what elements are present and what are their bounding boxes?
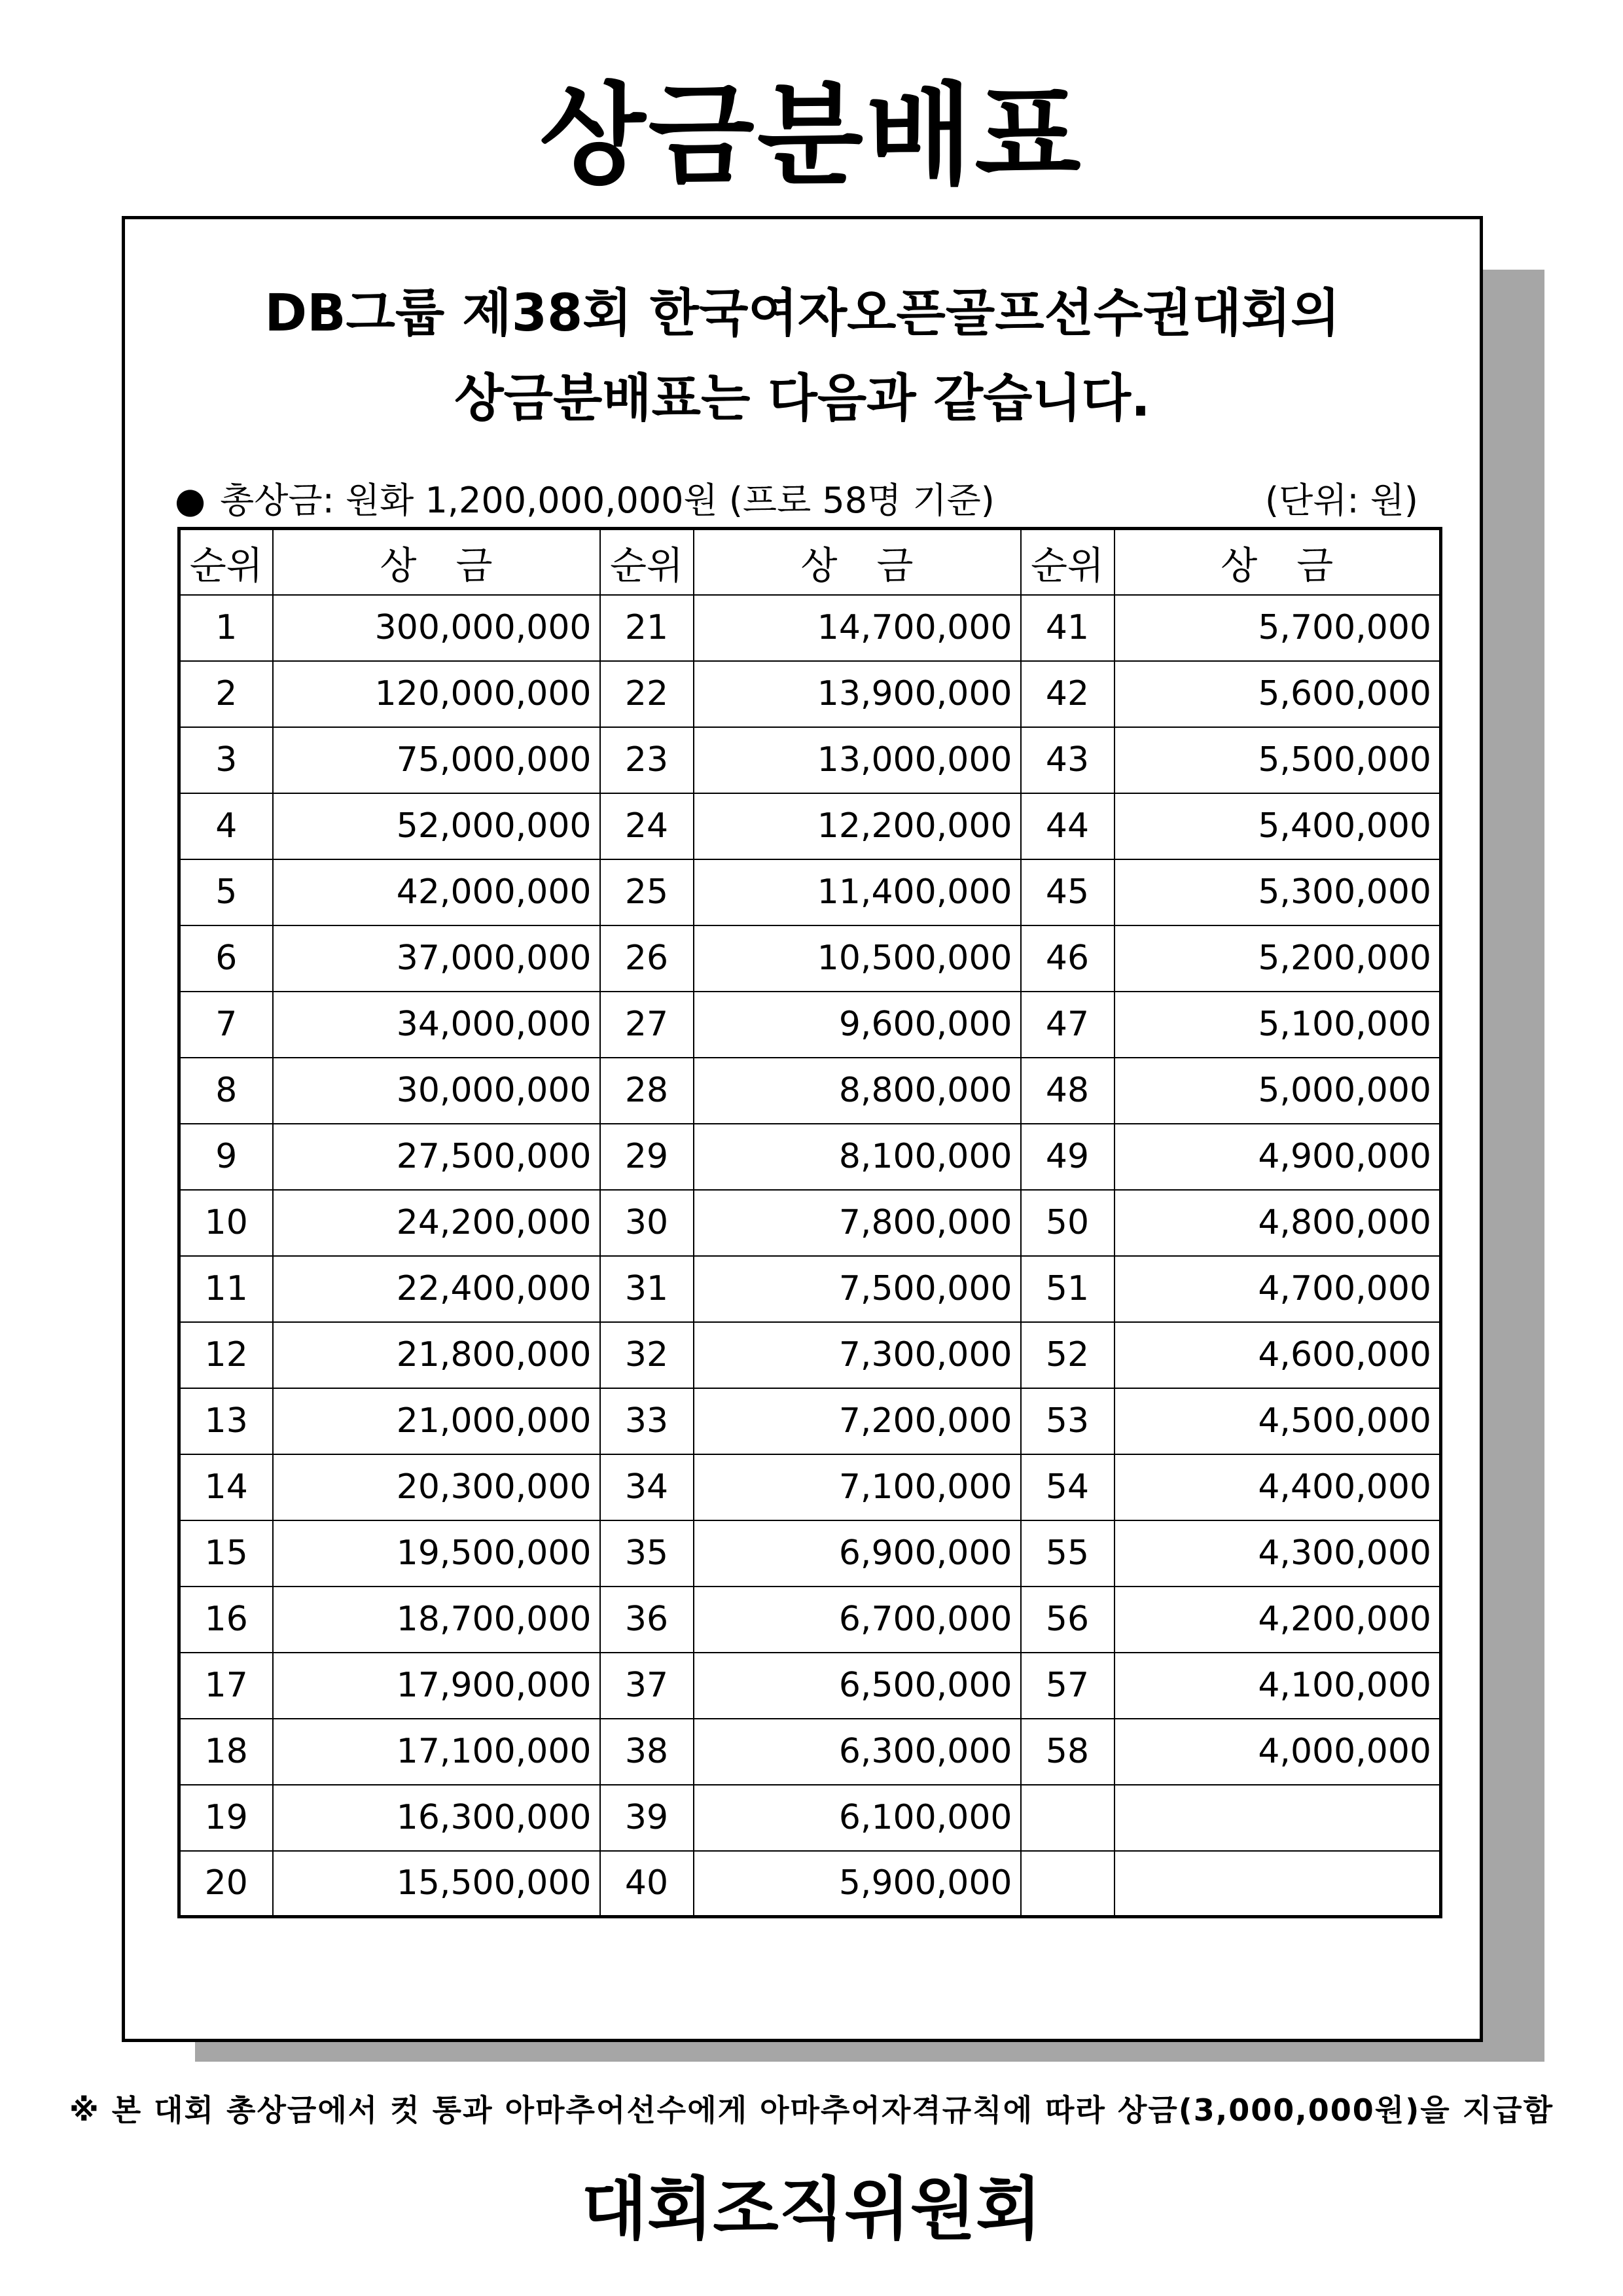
rank-cell: 37 — [600, 1653, 694, 1719]
rank-cell: 21 — [600, 595, 694, 661]
table-row — [179, 727, 1441, 793]
rank-cell: 39 — [600, 1785, 694, 1851]
rank-cell: 3 — [179, 727, 273, 793]
rank-cell: 27 — [600, 992, 694, 1058]
table-row — [179, 1322, 1441, 1388]
amount-cell — [1115, 1785, 1441, 1851]
amount-cell: 4,900,000 — [1115, 1124, 1441, 1190]
rank-cell: 7 — [179, 992, 273, 1058]
amount-cell: 7,200,000 — [694, 1388, 1021, 1454]
rank-cell — [1021, 1851, 1115, 1917]
amount-cell: 10,500,000 — [694, 925, 1021, 992]
rank-cell: 18 — [179, 1719, 273, 1785]
rank-cell: 48 — [1021, 1058, 1115, 1124]
rank-cell: 16 — [179, 1587, 273, 1653]
rank-cell: 5 — [179, 859, 273, 925]
rank-cell: 41 — [1021, 595, 1115, 661]
amount-cell: 4,000,000 — [1115, 1719, 1441, 1785]
amount-cell: 18,700,000 — [273, 1587, 600, 1653]
prize-table-body — [179, 595, 1441, 1917]
amount-cell: 4,100,000 — [1115, 1653, 1441, 1719]
rank-cell: 13 — [179, 1388, 273, 1454]
amount-cell: 42,000,000 — [273, 859, 600, 925]
amount-cell: 300,000,000 — [273, 595, 600, 661]
amount-cell: 4,200,000 — [1115, 1587, 1441, 1653]
amount-cell: 12,200,000 — [694, 793, 1021, 859]
rank-cell: 43 — [1021, 727, 1115, 793]
rank-cell: 30 — [600, 1190, 694, 1256]
table-row — [179, 661, 1441, 727]
amount-cell: 9,600,000 — [694, 992, 1021, 1058]
rank-cell: 56 — [1021, 1587, 1115, 1653]
amount-cell: 4,600,000 — [1115, 1322, 1441, 1388]
amount-cell: 22,400,000 — [273, 1256, 600, 1322]
table-row — [179, 992, 1441, 1058]
amount-cell: 5,400,000 — [1115, 793, 1441, 859]
rank-cell: 10 — [179, 1190, 273, 1256]
rank-cell: 22 — [600, 661, 694, 727]
rank-cell: 28 — [600, 1058, 694, 1124]
rank-cell: 6 — [179, 925, 273, 992]
rank-cell: 45 — [1021, 859, 1115, 925]
rank-cell: 1 — [179, 595, 273, 661]
amount-cell: 6,500,000 — [694, 1653, 1021, 1719]
amount-cell: 7,300,000 — [694, 1322, 1021, 1388]
rank-cell: 9 — [179, 1124, 273, 1190]
amount-cell: 4,300,000 — [1115, 1520, 1441, 1587]
rank-cell: 44 — [1021, 793, 1115, 859]
rank-cell: 2 — [179, 661, 273, 727]
rank-cell: 50 — [1021, 1190, 1115, 1256]
table-row — [179, 595, 1441, 661]
amount-cell: 7,100,000 — [694, 1454, 1021, 1520]
rank-cell: 34 — [600, 1454, 694, 1520]
amount-cell: 13,900,000 — [694, 661, 1021, 727]
amount-cell: 7,800,000 — [694, 1190, 1021, 1256]
amount-cell: 52,000,000 — [273, 793, 600, 859]
rank-cell: 24 — [600, 793, 694, 859]
amount-cell: 19,500,000 — [273, 1520, 600, 1587]
amount-cell: 14,700,000 — [694, 595, 1021, 661]
amount-cell: 5,900,000 — [694, 1851, 1021, 1917]
amount-header: 상금 — [694, 529, 1021, 595]
rank-cell: 51 — [1021, 1256, 1115, 1322]
table-row — [179, 1058, 1441, 1124]
amount-cell: 7,500,000 — [694, 1256, 1021, 1322]
rank-cell: 31 — [600, 1256, 694, 1322]
amount-cell: 21,800,000 — [273, 1322, 600, 1388]
total-prize-line — [175, 468, 1418, 533]
table-row — [179, 1719, 1441, 1785]
amount-cell: 6,900,000 — [694, 1520, 1021, 1587]
headline-line-1: DB그룹 제38회 한국여자오픈골프선수권대회의 — [264, 284, 1340, 343]
rank-cell: 15 — [179, 1520, 273, 1587]
total-prize-text: 총상금: 원화 1,200,000,000원 (프로 58명 기준) — [220, 480, 995, 521]
rank-cell: 47 — [1021, 992, 1115, 1058]
rank-cell: 17 — [179, 1653, 273, 1719]
rank-cell: 36 — [600, 1587, 694, 1653]
amount-cell: 4,400,000 — [1115, 1454, 1441, 1520]
amount-cell: 5,200,000 — [1115, 925, 1441, 992]
rank-header: 순위 — [179, 529, 273, 595]
unit-label: (단위: 원) — [1265, 480, 1418, 521]
table-row — [179, 1454, 1441, 1520]
amount-header: 상금 — [273, 529, 600, 595]
amount-cell: 120,000,000 — [273, 661, 600, 727]
amount-cell: 5,000,000 — [1115, 1058, 1441, 1124]
amount-cell: 4,800,000 — [1115, 1190, 1441, 1256]
amount-cell: 34,000,000 — [273, 992, 600, 1058]
rank-cell: 40 — [600, 1851, 694, 1917]
footnote: ※ 본 대회 총상금에서 컷 통과 아마추어선수에게 아마추어자격규칙에 따라 상금(3,000,000원)을 지급함 — [69, 2092, 1554, 2128]
amount-cell: 8,800,000 — [694, 1058, 1021, 1124]
amount-cell: 16,300,000 — [273, 1785, 600, 1851]
prize-table — [177, 527, 1442, 1918]
amount-cell: 5,700,000 — [1115, 595, 1441, 661]
amount-cell: 24,200,000 — [273, 1190, 600, 1256]
rank-cell: 19 — [179, 1785, 273, 1851]
rank-cell: 54 — [1021, 1454, 1115, 1520]
organizer-signature: 대회조직위원회 — [581, 2169, 1042, 2249]
rank-cell: 58 — [1021, 1719, 1115, 1785]
table-header-row — [179, 529, 1441, 595]
amount-cell: 75,000,000 — [273, 727, 600, 793]
amount-cell: 13,000,000 — [694, 727, 1021, 793]
amount-cell: 5,300,000 — [1115, 859, 1441, 925]
rank-cell: 14 — [179, 1454, 273, 1520]
amount-cell: 8,100,000 — [694, 1124, 1021, 1190]
table-row — [179, 1851, 1441, 1917]
rank-cell: 25 — [600, 859, 694, 925]
rank-cell: 42 — [1021, 661, 1115, 727]
amount-cell: 5,500,000 — [1115, 727, 1441, 793]
rank-cell: 20 — [179, 1851, 273, 1917]
amount-cell: 27,500,000 — [273, 1124, 600, 1190]
rank-header: 순위 — [600, 529, 694, 595]
amount-cell: 17,100,000 — [273, 1719, 600, 1785]
rank-cell: 29 — [600, 1124, 694, 1190]
amount-cell — [1115, 1851, 1441, 1917]
amount-cell: 37,000,000 — [273, 925, 600, 992]
rank-cell: 12 — [179, 1322, 273, 1388]
amount-header: 상금 — [1115, 529, 1441, 595]
amount-cell: 6,100,000 — [694, 1785, 1021, 1851]
rank-cell: 38 — [600, 1719, 694, 1785]
rank-cell: 33 — [600, 1388, 694, 1454]
rank-header: 순위 — [1021, 529, 1115, 595]
amount-cell: 30,000,000 — [273, 1058, 600, 1124]
rank-cell: 49 — [1021, 1124, 1115, 1190]
table-row — [179, 925, 1441, 992]
amount-cell: 4,700,000 — [1115, 1256, 1441, 1322]
amount-cell: 15,500,000 — [273, 1851, 600, 1917]
table-row — [179, 1653, 1441, 1719]
rank-cell: 26 — [600, 925, 694, 992]
rank-cell: 55 — [1021, 1520, 1115, 1587]
table-row — [179, 1520, 1441, 1587]
rank-cell: 8 — [179, 1058, 273, 1124]
table-row — [179, 1587, 1441, 1653]
rank-cell: 46 — [1021, 925, 1115, 992]
page-title: 상금분배표 — [539, 71, 1084, 200]
rank-cell: 32 — [600, 1322, 694, 1388]
bullet-icon: ● — [175, 480, 206, 521]
table-row — [179, 1190, 1441, 1256]
table-row — [179, 793, 1441, 859]
amount-cell: 4,500,000 — [1115, 1388, 1441, 1454]
table-row — [179, 1124, 1441, 1190]
notice-box — [122, 216, 1483, 2042]
rank-cell: 53 — [1021, 1388, 1115, 1454]
amount-cell: 21,000,000 — [273, 1388, 600, 1454]
amount-cell: 5,100,000 — [1115, 992, 1441, 1058]
rank-cell: 11 — [179, 1256, 273, 1322]
rank-cell — [1021, 1785, 1115, 1851]
rank-cell: 23 — [600, 727, 694, 793]
amount-cell: 20,300,000 — [273, 1454, 600, 1520]
rank-cell: 4 — [179, 793, 273, 859]
headline-line-2: 상금분배표는 다음과 같습니다. — [454, 369, 1150, 428]
amount-cell: 6,700,000 — [694, 1587, 1021, 1653]
rank-cell: 35 — [600, 1520, 694, 1587]
amount-cell: 5,600,000 — [1115, 661, 1441, 727]
table-row — [179, 1256, 1441, 1322]
amount-cell: 6,300,000 — [694, 1719, 1021, 1785]
amount-cell: 11,400,000 — [694, 859, 1021, 925]
rank-cell: 52 — [1021, 1322, 1115, 1388]
table-row — [179, 1785, 1441, 1851]
rank-cell: 57 — [1021, 1653, 1115, 1719]
amount-cell: 17,900,000 — [273, 1653, 600, 1719]
table-row — [179, 1388, 1441, 1454]
table-row — [179, 859, 1441, 925]
